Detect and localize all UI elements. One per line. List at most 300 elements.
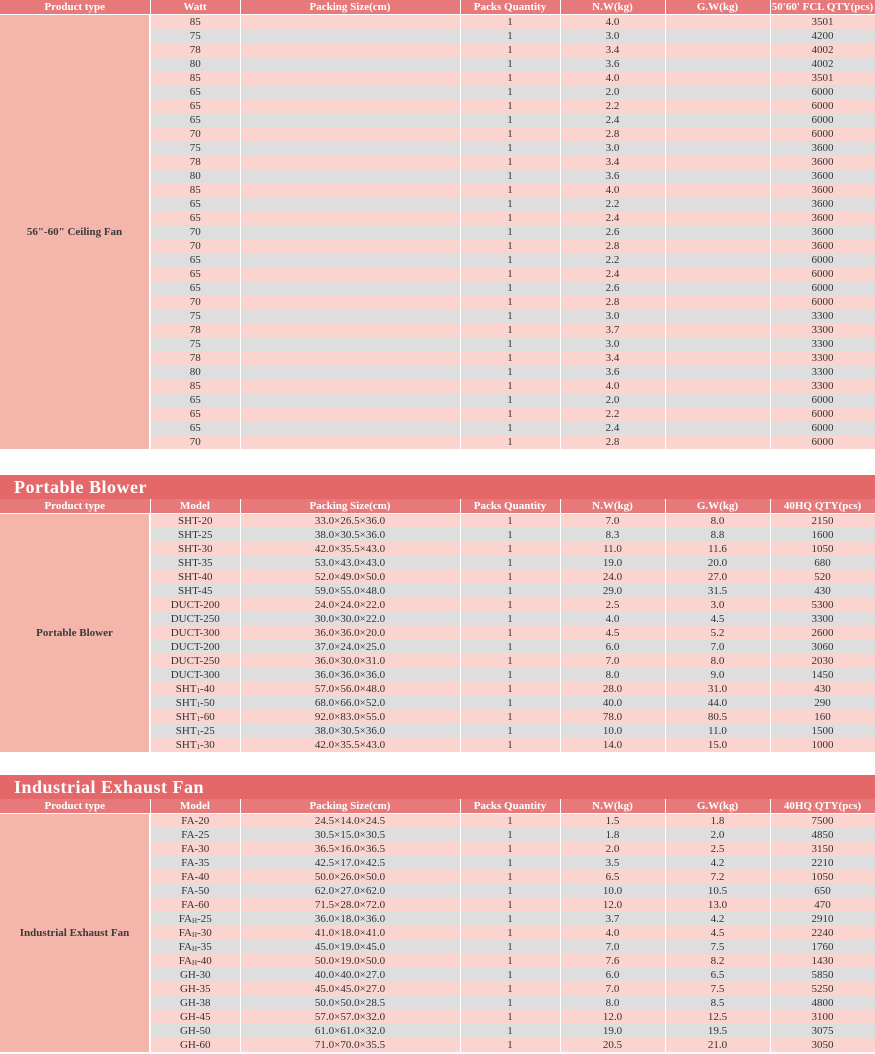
column-header: Packing Size(cm) [240,799,460,814]
table-cell [665,295,770,309]
table-cell: 62.0×27.0×62.0 [240,884,460,898]
table-header-row [0,0,875,15]
table-cell: 8.0 [560,996,665,1010]
column-header: Packs Quantity [460,0,560,15]
table-cell: 44.0 [665,696,770,710]
industrial-exhaust-section [0,775,875,1052]
table-cell [240,183,460,197]
table-cell: 6000 [770,393,875,407]
table-cell: 3.5 [560,856,665,870]
table-cell [665,267,770,281]
table-cell: 1 [460,968,560,982]
table-row [0,15,875,30]
table-cell: 50.0×50.0×28.5 [240,996,460,1010]
table-cell [665,337,770,351]
table-cell: $FA_H-35$ [150,940,240,954]
table-cell: 70 [150,435,240,449]
table-cell: 520 [770,570,875,584]
table-cell: 1 [460,556,560,570]
table-cell: 2210 [770,856,875,870]
table-cell [665,435,770,449]
table-cell [240,393,460,407]
table-cell: 71.0×70.0×35.5 [240,1038,460,1052]
table-cell: 1 [460,267,560,281]
table-cell: 1 [460,696,560,710]
table-cell: 31.5 [665,584,770,598]
table-cell: 1 [460,309,560,323]
table-cell: 53.0×43.0×43.0 [240,556,460,570]
table-cell: 78 [150,155,240,169]
table-cell: 2.2 [560,253,665,267]
table-cell: 3600 [770,141,875,155]
table-cell: 29.0 [560,584,665,598]
table-cell: FA-35 [150,856,240,870]
table-cell: 80.5 [665,710,770,724]
table-cell: 85 [150,15,240,30]
table-cell: 3300 [770,323,875,337]
product-type-cell: Portable Blower [0,514,150,753]
table-cell: 1 [460,884,560,898]
table-cell: 6000 [770,267,875,281]
table-cell: 1 [460,724,560,738]
table-cell: 37.0×24.0×25.0 [240,640,460,654]
table-cell: 3300 [770,309,875,323]
table-cell: 2.2 [560,197,665,211]
table-cell: 36.0×36.0×20.0 [240,626,460,640]
table-cell: 6.0 [560,968,665,982]
table-cell: 1 [460,239,560,253]
table-cell: 3.6 [560,57,665,71]
table-cell: 2.6 [560,225,665,239]
table-cell: GH-35 [150,982,240,996]
table-cell: 7.5 [665,940,770,954]
table-cell: 8.5 [665,996,770,1010]
table-header-row [0,499,875,514]
table-cell [240,435,460,449]
table-cell: 71.5×28.0×72.0 [240,898,460,912]
table-cell: 1 [460,982,560,996]
table-cell: 3060 [770,640,875,654]
table-cell: 9.0 [665,668,770,682]
table-cell: 2.5 [560,598,665,612]
table-cell [240,71,460,85]
table-cell: 1 [460,99,560,113]
table-cell: 8.2 [665,954,770,968]
table-cell: 8.0 [560,668,665,682]
table-cell: FA-25 [150,828,240,842]
table-cell: 1 [460,337,560,351]
table-cell: 1 [460,365,560,379]
column-header: G.W(kg) [665,799,770,814]
table-cell: 1000 [770,738,875,752]
table-cell: 7.0 [665,640,770,654]
table-cell: 1 [460,842,560,856]
table-cell: 1 [460,542,560,556]
table-cell: 2600 [770,626,875,640]
portable-blower-table [0,499,875,752]
table-cell: 1 [460,85,560,99]
table-cell: 3.7 [560,912,665,926]
table-cell: 6000 [770,99,875,113]
table-cell: 2.4 [560,267,665,281]
table-cell: 1 [460,598,560,612]
table-cell: 10.0 [560,724,665,738]
table-cell: 2.4 [560,211,665,225]
table-cell: $FA_H-30$ [150,926,240,940]
table-cell: 1500 [770,724,875,738]
table-cell [240,421,460,435]
table-cell: GH-60 [150,1038,240,1052]
table-cell [240,267,460,281]
table-cell: 3600 [770,169,875,183]
industrial-exhaust-table [0,799,875,1052]
table-cell: 1.5 [560,814,665,829]
table-cell: 6.0 [560,640,665,654]
table-cell: 1 [460,640,560,654]
table-cell: 33.0×26.5×36.0 [240,514,460,529]
table-cell [240,351,460,365]
table-cell: $SHT_1-25$ [150,724,240,738]
table-cell [665,421,770,435]
table-cell: DUCT-300 [150,626,240,640]
table-cell: 3.0 [665,598,770,612]
table-cell: 65 [150,281,240,295]
table-cell: 3.0 [560,141,665,155]
table-cell: 4.5 [560,626,665,640]
table-cell: 3150 [770,842,875,856]
table-cell: 92.0×83.0×55.0 [240,710,460,724]
table-cell: FA-40 [150,870,240,884]
table-cell: 24.0×24.0×22.0 [240,598,460,612]
table-cell [240,337,460,351]
column-header: Packs Quantity [460,799,560,814]
table-cell: 65 [150,267,240,281]
column-header: G.W(kg) [665,499,770,514]
table-cell: 1 [460,141,560,155]
section-title: Industrial Exhaust Fan [0,775,875,799]
table-cell [240,141,460,155]
table-cell: 2910 [770,912,875,926]
table-cell [240,29,460,43]
table-cell: 78 [150,43,240,57]
table-cell: 1 [460,15,560,30]
table-cell [665,393,770,407]
table-cell: 7500 [770,814,875,829]
table-cell: 1600 [770,528,875,542]
table-cell: 19.5 [665,1024,770,1038]
table-cell: 41.0×18.0×41.0 [240,926,460,940]
table-cell: DUCT-250 [150,654,240,668]
table-cell: 4.5 [665,926,770,940]
table-cell: 1050 [770,542,875,556]
table-cell [240,211,460,225]
table-cell: 3050 [770,1038,875,1052]
table-cell: 4.5 [665,612,770,626]
table-cell: 160 [770,710,875,724]
table-cell: 1 [460,379,560,393]
table-cell: 3.4 [560,351,665,365]
table-cell: 75 [150,337,240,351]
table-cell: 85 [150,379,240,393]
table-cell: 4.2 [665,856,770,870]
column-header: Product type [0,799,150,814]
table-cell [240,85,460,99]
table-cell [665,197,770,211]
table-cell: 65 [150,197,240,211]
table-cell [240,15,460,30]
table-cell: 4.0 [560,612,665,626]
table-cell: 80 [150,365,240,379]
table-cell: 2.8 [560,239,665,253]
table-cell: 42.0×35.5×43.0 [240,542,460,556]
table-cell [665,155,770,169]
table-cell: 1 [460,612,560,626]
table-cell: 1 [460,528,560,542]
table-cell: 11.6 [665,542,770,556]
table-cell: SHT-45 [150,584,240,598]
table-cell: 1 [460,682,560,696]
table-cell [665,365,770,379]
table-cell: 3600 [770,155,875,169]
table-cell [665,113,770,127]
table-cell: 1 [460,225,560,239]
table-cell: 78.0 [560,710,665,724]
table-cell: $SHT_1-30$ [150,738,240,752]
table-cell: 1760 [770,940,875,954]
table-cell: DUCT-200 [150,598,240,612]
table-cell: 1 [460,169,560,183]
table-cell: 10.5 [665,884,770,898]
table-cell [665,71,770,85]
table-cell: 1 [460,814,560,829]
table-cell: 1 [460,996,560,1010]
table-cell: 7.0 [560,514,665,529]
table-cell [240,253,460,267]
table-cell: 65 [150,393,240,407]
table-cell: 1 [460,738,560,752]
table-cell [665,85,770,99]
table-cell: 40.0×40.0×27.0 [240,968,460,982]
table-cell: DUCT-300 [150,668,240,682]
column-header: Packs Quantity [460,499,560,514]
table-cell: 11.0 [560,542,665,556]
table-cell: 6000 [770,281,875,295]
table-cell: 65 [150,407,240,421]
table-cell: 1 [460,197,560,211]
table-cell: 1 [460,570,560,584]
table-cell: 3600 [770,225,875,239]
table-cell: 8.0 [665,654,770,668]
table-cell [665,281,770,295]
table-cell [240,295,460,309]
table-cell: FA-50 [150,884,240,898]
table-cell: 65 [150,99,240,113]
table-cell [240,365,460,379]
table-cell: 430 [770,584,875,598]
column-header: 50'60' FCL QTY(pcs) [771,1,874,13]
table-cell: 1 [460,1038,560,1052]
table-cell: 85 [150,183,240,197]
table-cell: SHT-35 [150,556,240,570]
table-cell: 3600 [770,183,875,197]
table-cell: 1 [460,155,560,169]
table-cell: 1 [460,253,560,267]
table-cell: 1 [460,421,560,435]
table-cell: 8.3 [560,528,665,542]
table-cell: 1 [460,393,560,407]
table-cell: 11.0 [665,724,770,738]
table-row [0,514,875,529]
table-cell: 21.0 [665,1038,770,1052]
table-cell: 24.5×14.0×24.5 [240,814,460,829]
table-cell: 470 [770,898,875,912]
ceiling-fan-section [0,0,875,449]
table-cell: DUCT-200 [150,640,240,654]
table-cell: SHT-40 [150,570,240,584]
table-cell: 78 [150,351,240,365]
table-cell [665,253,770,267]
table-cell: 80 [150,57,240,71]
table-cell: 50.0×26.0×50.0 [240,870,460,884]
table-cell: 1050 [770,870,875,884]
table-cell: 42.0×35.5×43.0 [240,738,460,752]
column-header: Product type [0,0,150,15]
table-cell: 1 [460,926,560,940]
table-cell: 45.0×19.0×45.0 [240,940,460,954]
table-cell: 2150 [770,514,875,529]
table-cell: 7.0 [560,982,665,996]
table-cell: 19.0 [560,556,665,570]
table-cell: 38.0×30.5×36.0 [240,528,460,542]
table-cell: 3.6 [560,365,665,379]
table-cell: 6000 [770,295,875,309]
table-cell: 75 [150,141,240,155]
table-cell: 65 [150,211,240,225]
table-cell: GH-38 [150,996,240,1010]
table-cell: 38.0×30.5×36.0 [240,724,460,738]
portable-blower-section [0,475,875,752]
table-cell: $SHT_1-50$ [150,696,240,710]
table-cell: 31.0 [665,682,770,696]
table-cell [240,281,460,295]
table-cell: 7.6 [560,954,665,968]
table-cell [240,407,460,421]
table-cell: 1 [460,856,560,870]
table-cell: 1430 [770,954,875,968]
table-cell: 4.0 [560,379,665,393]
table-cell: 1 [460,281,560,295]
table-cell: 1 [460,912,560,926]
table-cell: SHT-20 [150,514,240,529]
table-cell: 3.0 [560,29,665,43]
table-cell: 3.6 [560,169,665,183]
table-cell: 1 [460,127,560,141]
table-cell [665,407,770,421]
table-cell: 3.4 [560,43,665,57]
table-cell: 7.5 [665,982,770,996]
table-cell [240,113,460,127]
table-cell: FA-20 [150,814,240,829]
table-cell: GH-30 [150,968,240,982]
table-cell: 5300 [770,598,875,612]
table-cell [665,141,770,155]
table-cell: 430 [770,682,875,696]
section-title: Portable Blower [0,475,875,499]
table-cell [240,323,460,337]
table-cell [665,183,770,197]
table-cell [240,225,460,239]
column-header: N.W(kg) [560,799,665,814]
table-cell [665,43,770,57]
table-cell [240,43,460,57]
table-cell: 4850 [770,828,875,842]
table-cell: 7.0 [560,654,665,668]
table-cell: 6000 [770,253,875,267]
table-cell: 3600 [770,239,875,253]
table-cell: 4.0 [560,15,665,30]
table-cell [665,379,770,393]
table-cell [240,197,460,211]
table-cell: 70 [150,295,240,309]
table-cell: DUCT-250 [150,612,240,626]
table-cell: 2.0 [560,842,665,856]
table-cell: 6000 [770,85,875,99]
table-cell: 3300 [770,337,875,351]
table-cell: 4002 [770,57,875,71]
table-cell: 4.0 [560,183,665,197]
table-cell: 12.0 [560,898,665,912]
column-header: N.W(kg) [560,0,665,15]
table-cell: 680 [770,556,875,570]
table-cell: 4800 [770,996,875,1010]
column-header: Watt [150,0,240,15]
table-cell: 68.0×66.0×52.0 [240,696,460,710]
table-cell: 2.8 [560,295,665,309]
table-cell: 3300 [770,379,875,393]
table-cell: 7.2 [665,870,770,884]
table-cell: GH-50 [150,1024,240,1038]
table-cell: 24.0 [560,570,665,584]
table-cell: 2030 [770,654,875,668]
column-header: Packing Size(cm) [240,0,460,15]
table-cell: 3300 [770,351,875,365]
table-cell: 2.2 [560,99,665,113]
column-header: 40HQ QTY(pcs) [770,799,875,814]
table-cell: 40.0 [560,696,665,710]
table-cell: 1 [460,828,560,842]
table-cell: 1 [460,323,560,337]
table-cell: 30.5×15.0×30.5 [240,828,460,842]
table-cell: 65 [150,421,240,435]
table-cell: 27.0 [665,570,770,584]
table-cell: 3.7 [560,323,665,337]
table-cell: 1.8 [560,828,665,842]
product-type-cell: Industrial Exhaust Fan [0,814,150,1053]
table-cell: 50.0×19.0×50.0 [240,954,460,968]
table-cell: 3501 [770,15,875,30]
table-cell: 1 [460,29,560,43]
table-cell [240,169,460,183]
table-cell: 4002 [770,43,875,57]
table-cell: 3075 [770,1024,875,1038]
table-cell: 1 [460,870,560,884]
table-cell: 61.0×61.0×32.0 [240,1024,460,1038]
table-cell: 6000 [770,113,875,127]
table-row [0,814,875,829]
table-cell: FA-30 [150,842,240,856]
table-cell: 2240 [770,926,875,940]
table-cell [665,239,770,253]
